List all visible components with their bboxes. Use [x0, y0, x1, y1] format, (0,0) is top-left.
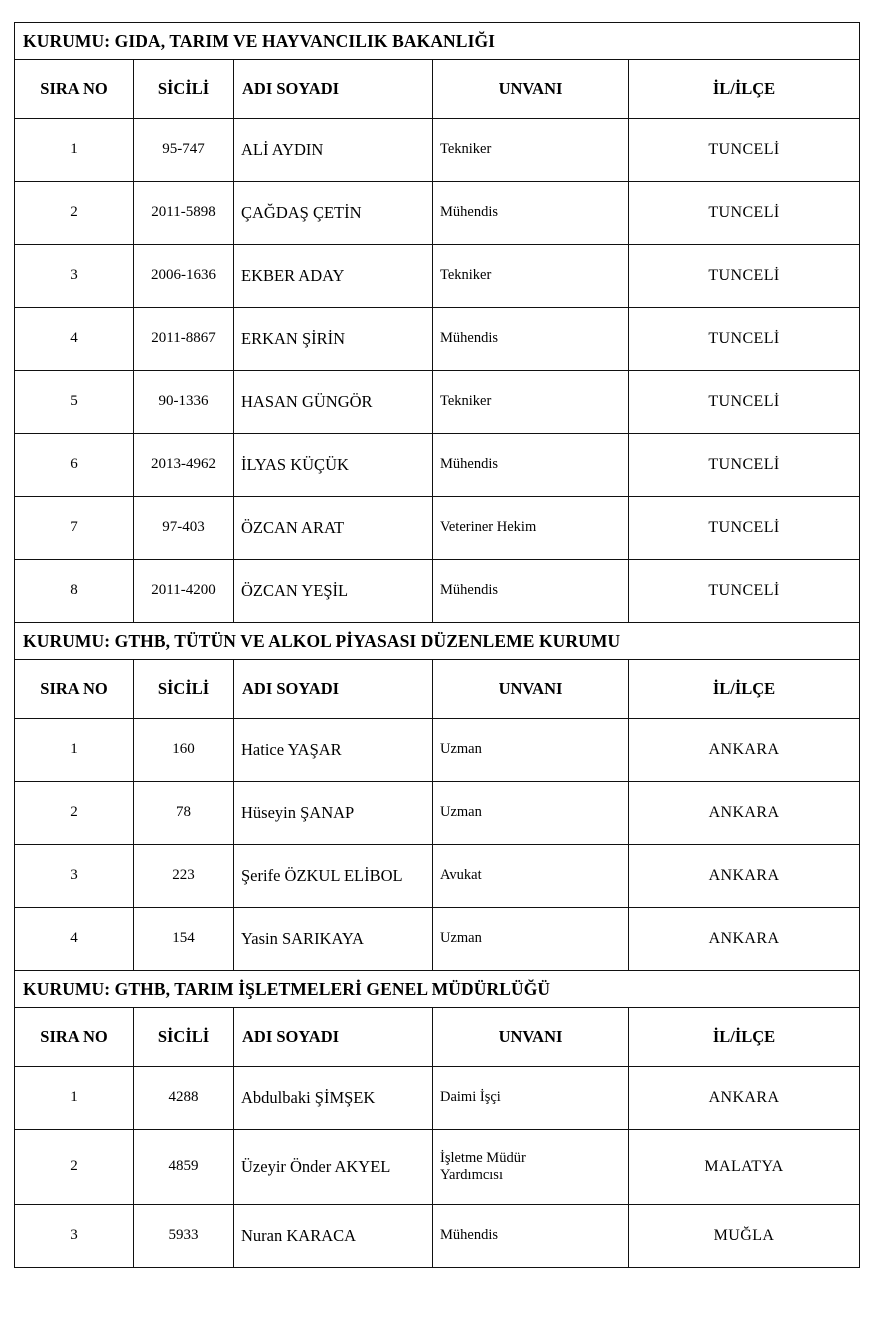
- column-header-sicili: SİCİLİ: [134, 660, 234, 719]
- table-row: [15, 182, 860, 245]
- section-banner-row: [15, 623, 860, 660]
- cell-adi-soyadi: ALİ AYDIN: [234, 119, 433, 182]
- cell-sicili: 90-1336: [134, 371, 234, 434]
- column-header-sira-no: SIRA NO: [15, 1008, 134, 1067]
- cell-sira-no: 5: [15, 371, 134, 434]
- cell-unvani: Tekniker: [433, 245, 629, 308]
- table-row: [15, 845, 860, 908]
- cell-sira-no: 6: [15, 434, 134, 497]
- column-header-il-ilce: İL/İLÇE: [629, 60, 860, 119]
- cell-unvani: Avukat: [433, 845, 629, 908]
- cell-sira-no: 2: [15, 182, 134, 245]
- cell-il-ilce: ANKARA: [629, 1067, 860, 1130]
- cell-sira-no: 8: [15, 560, 134, 623]
- table-row: [15, 1130, 860, 1205]
- cell-adi-soyadi: ÇAĞDAŞ ÇETİN: [234, 182, 433, 245]
- table-row: [15, 497, 860, 560]
- cell-il-ilce: ANKARA: [629, 845, 860, 908]
- cell-adi-soyadi: Hatice YAŞAR: [234, 719, 433, 782]
- cell-il-ilce: TUNCELİ: [629, 560, 860, 623]
- section-banner-row: [15, 23, 860, 60]
- cell-adi-soyadi: ERKAN ŞİRİN: [234, 308, 433, 371]
- cell-il-ilce: ANKARA: [629, 719, 860, 782]
- cell-unvani: Tekniker: [433, 371, 629, 434]
- cell-il-ilce: TUNCELİ: [629, 182, 860, 245]
- cell-unvani: Uzman: [433, 782, 629, 845]
- cell-adi-soyadi: HASAN GÜNGÖR: [234, 371, 433, 434]
- cell-sicili: 2011-4200: [134, 560, 234, 623]
- cell-sira-no: 2: [15, 782, 134, 845]
- institution-title: KURUMU: GTHB, TARIM İŞLETMELERİ GENEL MÜDÜRLÜĞÜ: [15, 971, 860, 1008]
- cell-sicili: 78: [134, 782, 234, 845]
- column-header-unvani: UNVANI: [433, 1008, 629, 1067]
- column-header-row: [15, 60, 860, 119]
- cell-il-ilce: TUNCELİ: [629, 308, 860, 371]
- cell-il-ilce: TUNCELİ: [629, 371, 860, 434]
- column-header-unvani: UNVANI: [433, 60, 629, 119]
- cell-unvani: Mühendis: [433, 182, 629, 245]
- cell-unvani: Mühendis: [433, 560, 629, 623]
- cell-unvani: Mühendis: [433, 1205, 629, 1268]
- personnel-table-section-1: [14, 22, 860, 1268]
- cell-adi-soyadi: Yasin SARIKAYA: [234, 908, 433, 971]
- table-row: [15, 1067, 860, 1130]
- table-row: [15, 308, 860, 371]
- cell-adi-soyadi: Şerife ÖZKUL ELİBOL: [234, 845, 433, 908]
- cell-sicili: 2013-4962: [134, 434, 234, 497]
- cell-unvani: Uzman: [433, 719, 629, 782]
- cell-il-ilce: MALATYA: [629, 1130, 860, 1205]
- table-row: [15, 560, 860, 623]
- cell-sira-no: 3: [15, 1205, 134, 1268]
- column-header-sira-no: SIRA NO: [15, 660, 134, 719]
- column-header-adi-soyadi: ADI SOYADI: [234, 60, 433, 119]
- table-row: [15, 245, 860, 308]
- cell-il-ilce: MUĞLA: [629, 1205, 860, 1268]
- cell-sicili: 2011-8867: [134, 308, 234, 371]
- cell-unvani: Veteriner Hekim: [433, 497, 629, 560]
- cell-adi-soyadi: ÖZCAN YEŞİL: [234, 560, 433, 623]
- cell-il-ilce: TUNCELİ: [629, 119, 860, 182]
- column-header-sira-no: SIRA NO: [15, 60, 134, 119]
- cell-sicili: 2006-1636: [134, 245, 234, 308]
- cell-adi-soyadi: Nuran KARACA: [234, 1205, 433, 1268]
- cell-sicili: 160: [134, 719, 234, 782]
- column-header-sicili: SİCİLİ: [134, 60, 234, 119]
- cell-sicili: 154: [134, 908, 234, 971]
- cell-unvani-line-1: İşletme Müdür: [440, 1149, 526, 1166]
- cell-sira-no: 1: [15, 719, 134, 782]
- cell-unvani: Daimi İşçi: [433, 1067, 629, 1130]
- cell-sicili: 4859: [134, 1130, 234, 1205]
- cell-sira-no: 1: [15, 119, 134, 182]
- column-header-sicili: SİCİLİ: [134, 1008, 234, 1067]
- column-header-adi-soyadi: ADI SOYADI: [234, 660, 433, 719]
- cell-sicili: 223: [134, 845, 234, 908]
- cell-sicili: 97-403: [134, 497, 234, 560]
- cell-unvani: Mühendis: [433, 434, 629, 497]
- institution-title: KURUMU: GTHB, TÜTÜN VE ALKOL PİYASASI DÜZENLEME KURUMU: [15, 623, 860, 660]
- table-row: [15, 908, 860, 971]
- cell-sira-no: 4: [15, 308, 134, 371]
- cell-adi-soyadi: Üzeyir Önder AKYEL: [234, 1130, 433, 1205]
- document-page: [14, 22, 859, 1268]
- cell-adi-soyadi: Abdulbaki ŞİMŞEK: [234, 1067, 433, 1130]
- table-row: [15, 1205, 860, 1268]
- column-header-unvani: UNVANI: [433, 660, 629, 719]
- table-row: [15, 719, 860, 782]
- cell-sira-no: 7: [15, 497, 134, 560]
- cell-il-ilce: ANKARA: [629, 782, 860, 845]
- cell-unvani: Tekniker: [433, 119, 629, 182]
- table-row: [15, 371, 860, 434]
- cell-il-ilce: TUNCELİ: [629, 245, 860, 308]
- cell-il-ilce: ANKARA: [629, 908, 860, 971]
- cell-adi-soyadi: ÖZCAN ARAT: [234, 497, 433, 560]
- table-row: [15, 434, 860, 497]
- cell-il-ilce: TUNCELİ: [629, 434, 860, 497]
- cell-unvani: Mühendis: [433, 308, 629, 371]
- institution-title: KURUMU: GIDA, TARIM VE HAYVANCILIK BAKANLIĞI: [15, 23, 860, 60]
- cell-sira-no: 3: [15, 845, 134, 908]
- cell-sicili: 4288: [134, 1067, 234, 1130]
- table-row: [15, 119, 860, 182]
- cell-sicili: 2011-5898: [134, 182, 234, 245]
- table-row: [15, 782, 860, 845]
- cell-unvani: [433, 1130, 629, 1205]
- cell-adi-soyadi: EKBER ADAY: [234, 245, 433, 308]
- column-header-adi-soyadi: ADI SOYADI: [234, 1008, 433, 1067]
- section-banner-row: [15, 971, 860, 1008]
- cell-adi-soyadi: İLYAS KÜÇÜK: [234, 434, 433, 497]
- column-header-il-ilce: İL/İLÇE: [629, 660, 860, 719]
- cell-unvani-line-2: Yardımcısı: [440, 1167, 503, 1183]
- cell-sira-no: 1: [15, 1067, 134, 1130]
- column-header-il-ilce: İL/İLÇE: [629, 1008, 860, 1067]
- cell-il-ilce: TUNCELİ: [629, 497, 860, 560]
- cell-sira-no: 2: [15, 1130, 134, 1205]
- cell-sicili: 5933: [134, 1205, 234, 1268]
- cell-adi-soyadi: Hüseyin ŞANAP: [234, 782, 433, 845]
- column-header-row: [15, 660, 860, 719]
- cell-sira-no: 4: [15, 908, 134, 971]
- column-header-row: [15, 1008, 860, 1067]
- cell-sicili: 95-747: [134, 119, 234, 182]
- cell-sira-no: 3: [15, 245, 134, 308]
- cell-unvani: Uzman: [433, 908, 629, 971]
